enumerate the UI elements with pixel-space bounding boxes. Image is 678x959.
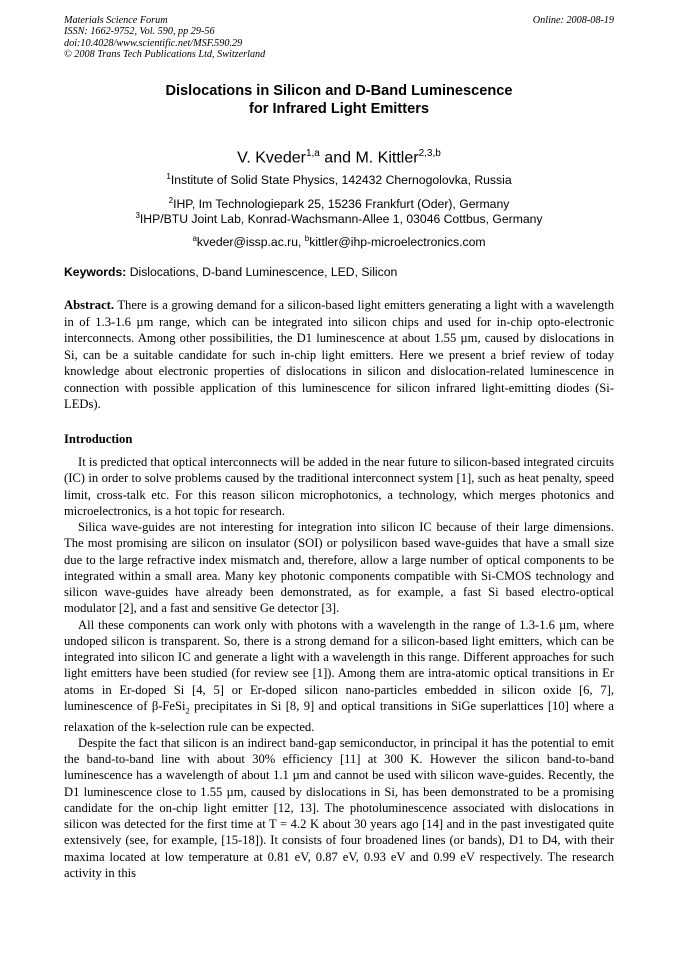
introduction-heading: Introduction [64,432,133,446]
title-line-2: for Infrared Light Emitters [248,101,429,117]
issn: ISSN: 1662-9752, Vol. 590, pp 29-56 [64,26,215,38]
affiliation-2-text: IHP, Im Technologiepark 25, 15236 Frankfurt (Oder), Germany [173,197,510,212]
doi: doi:10.4028/www.scientific.net/MSF.590.29 [64,37,243,49]
email-b-link[interactable]: kittler@ihp-microelectronics.com [309,235,486,250]
paragraph-text: precipitates in Si [8, 9] and optical transitions in SiGe superlattices [10] where a relaxation of the k-selection rule can be expected. [64,698,614,734]
copyright: © 2008 Trans Tech Publications Ltd, Switzerland [64,49,266,61]
journal-name: Materials Science Forum [64,15,168,26]
email-a-sup: a [192,234,197,243]
introduction-body [64,454,614,881]
paper-title [0,82,678,118]
paragraph: Despite the fact that silicon is an indirect band-gap semiconductor, in principal it has the potential to emit the band-to-band line with about 30% efficiency [11] at 300 K. However the silicon band-to-band luminescence has a wavelength of about 1.1 µm and cannot be used with silicon wave-guides. Recently, the D1 luminescence close to 1.55 µm, caused by dislocations in Si, has been demonstrated to be a promising candidate for the on-chip light emitter [12, 13]. The photoluminescence associated with dislocations in silicon was detected for the first time at T = 4.2 K about 30 years ago [14] and in the past investigated quite extensively (see, for example, [15-18]). It consists of four broadened lines (or bands), D1 to D4, with their maxima located at low temperature at 0.81 eV, 0.87 eV, 0.93 eV and 0.99 eV respectively. The research activity in this [64,735,614,880]
affiliation-1-sup: 1 [166,172,171,181]
author-1-sup: 1,a [305,148,320,159]
email-a-link[interactable]: kveder@issp.ac.ru, [196,235,305,250]
paragraph: It is predicted that optical interconnects will be added in the near future to silicon-based integrated circuits (IC) in order to solve problems caused by the traditional interconnect system [1], such as heat penalty, speed limit, cross-talk etc. For this reason silicon microphotonics, a technology, which merges photonics and microelectronics, is a hot topic for research. [64,455,614,518]
affiliation-3 [0,208,678,227]
paragraph-text: All these components can work only with photons with a wavelength in the range of 1.3-1.6 µm, where undoped silicon is transparent. So, there is a strong demand for a silicon-based light emitters, which can be integrated into silicon IC and generate a light with a wavelength in this range. Different approaches for such light emitters have been studied (for review see [1]). Among them are intra-atomic optical transitions in Er atoms in Er-doped Si [4, 5] or Er-doped silicon nano-particles embedded in silicon oxide [6, 7], luminescence of β-FeSi [64,617,614,713]
abstract-text: There is a growing demand for a silicon-based light emitters generating a light with a wavelength in of 1.3-1.6 µm range, which can be integrated into silicon chips and used for in-chip opto-electronic interconnects. Among other possibilities, the D1 luminescence at about 1.55 µm, caused by dislocations in Si, can be a suitable candidate for such in-chip light emitters. Here we present a brief review of today knowledge about electronic properties of dislocations in silicon and dislocation-related luminescence in connection with possible application of this luminescence for silicon infrared light-emitting diodes (Si-LEDs). [64,298,614,411]
keywords [64,265,614,280]
keywords-text: Dislocations, D-band Luminescence, LED, Silicon [126,265,398,279]
keywords-label: Keywords: [64,265,127,279]
paragraph: Silica wave-guides are not interesting for integration into silicon IC because of their large dimensions. The most promising are silicon on insulator (SOI) or polysilicon based wave-guides that have a small size due to the large refractive index mismatch and, therefore, allow a large number of optical components to be integrated within a small area. Many key photonic components compatible with Si-CMOS technology and silicon wave-guides have already been demonstrated, as for example, a fast Si based electro-optical modulator [2], and a fast and sensitive Ge detector [3]. [64,520,614,616]
authors [0,144,678,168]
abstract-label: Abstract. [64,298,115,312]
affiliation-2-sup: 2 [168,196,174,205]
author-2-name: M. Kittler [355,149,419,167]
author-emails [0,231,678,250]
online-date: Online: 2008-08-19 [532,15,614,26]
author-2-sup: 2,3,b [418,148,441,159]
paragraph [64,617,614,735]
author-1-name: V. Kveder [237,149,306,167]
title-line-1: Dislocations in Silicon and D-Band Luminescence [165,83,513,99]
affiliation-3-sup: 3 [135,211,140,220]
abstract [64,297,614,413]
subscript: 2 [185,705,190,716]
affiliation-1 [0,169,678,188]
author-connector: and [319,149,356,167]
affiliation-1-text: Institute of Solid State Physics, 142432 Chernogolovka, Russia [170,173,512,188]
affiliation-3-text: IHP/BTU Joint Lab, Konrad-Wachsmann-Allee 1, 03046 Cottbus, Germany [139,212,543,227]
page-header [64,15,614,61]
email-b-sup: b [304,234,310,243]
